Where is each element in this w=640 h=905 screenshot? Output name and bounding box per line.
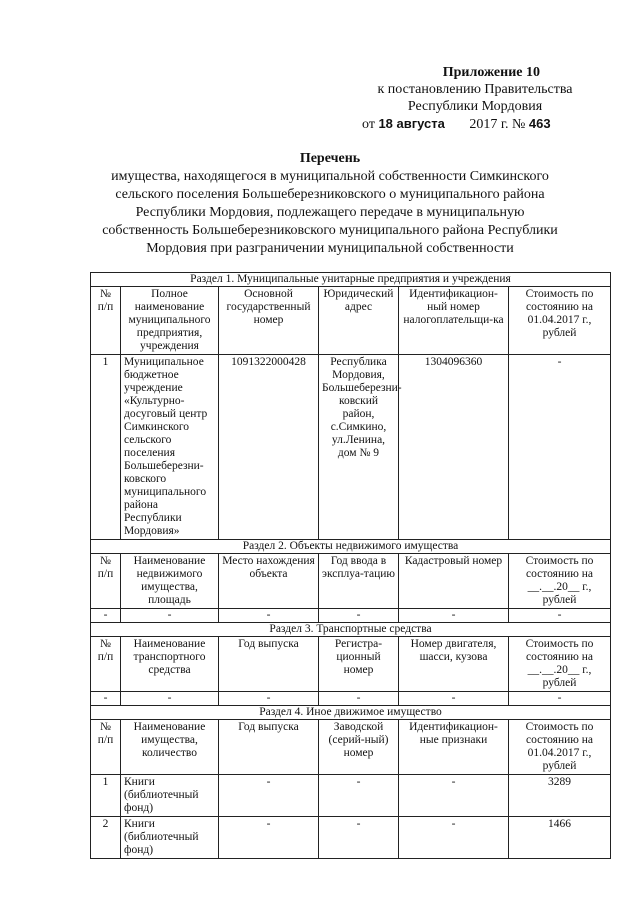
section-title-row [91,623,611,637]
header-cell: № п/п [91,637,121,692]
header-cell: Стоимость по состоянию на __.__.20__ г., рублей [509,637,611,692]
table-cell: - [121,692,219,706]
table-cell: - [399,817,509,859]
table-cell: - [219,692,319,706]
table-cell: 1 [91,775,121,817]
table-header-row [91,554,611,609]
table-cell: 1466 [509,817,611,859]
appendix-label: Приложение 10 [442,65,540,80]
table-cell: Книги (библиотечный фонд) [121,775,219,817]
title-line: Мордовия при разграничении муниципальной собственности [146,241,514,256]
table-header-row [91,720,611,775]
table-cell: - [319,609,399,623]
table-cell: Муниципальное бюджетное учреждение «Культурно-досуговый центр Симкинского сельского поселения Большеберезни-ковского муниципального района Республики Мордовия» [121,355,219,540]
header-line-1: к постановлению Правительства [377,82,573,97]
header-cell: Юридический адрес [319,287,399,355]
table-cell: 1 [91,355,121,540]
header-cell: № п/п [91,720,121,775]
section-title: Раздел 4. Иное движимое имущество [91,706,611,720]
header-date-line [340,115,610,133]
header-cell: Год выпуска [219,637,319,692]
header-cell: Регистра-ционный номер [319,637,399,692]
header-line-2: Республики Мордовия [407,99,543,114]
header-cell: № п/п [91,554,121,609]
date-year: 2017 г. № [469,117,526,132]
header-cell: Наименование имущества, количество [121,720,219,775]
table-cell: - [509,692,611,706]
table-cell: - [91,692,121,706]
document-header [340,64,610,133]
table-cell: - [399,775,509,817]
header-cell: Полное наименование муниципального предприятия, учреждения [121,287,219,355]
table-cell: - [399,609,509,623]
title-heading: Перечень [299,151,361,166]
table-cell: 3289 [509,775,611,817]
table-cell: 2 [91,817,121,859]
header-cell: Идентификацион-ный номер налогоплательщи-ка [399,287,509,355]
section-title-row [91,540,611,554]
header-cell: № п/п [91,287,121,355]
property-table [90,272,611,859]
table-cell: - [219,775,319,817]
title-line: собственность Большеберезниковского муниципального района Республики [102,223,558,238]
header-cell: Место нахождения объекта [219,554,319,609]
header-cell: Стоимость по состоянию на 01.04.2017 г., рублей [509,287,611,355]
table-cell: - [509,609,611,623]
table-cell: - [319,692,399,706]
table-cell: - [219,817,319,859]
header-cell: Идентификацион-ные признаки [399,720,509,775]
table-header-row [91,287,611,355]
table-row [91,609,611,623]
date-day-month: 18 августа [378,116,445,131]
table-cell: - [319,817,399,859]
table-cell: 1091322000428 [219,355,319,540]
header-cell: Стоимость по состоянию на 01.04.2017 г., рублей [509,720,611,775]
title-line: сельского поселения Большеберезниковского о муниципального района [115,187,545,202]
table-row [91,775,611,817]
table-row [91,355,611,540]
header-cell: Кадастровый номер [399,554,509,609]
table-cell: - [399,692,509,706]
table-cell: Республика Мордовия, Большеберезни-ковский район, с.Симкино, ул.Ленина, дом № 9 [319,355,399,540]
document-number: 463 [528,116,551,131]
table-cell: - [509,355,611,540]
header-cell: Наименование транспортного средства [121,637,219,692]
header-cell: Стоимость по состоянию на __.__.20__ г., рублей [509,554,611,609]
header-cell: Год выпуска [219,720,319,775]
section-title: Раздел 1. Муниципальные унитарные предприятия и учреждения [91,273,611,287]
title-line: имущества, находящегося в муниципальной собственности Симкинского [111,169,549,184]
header-cell: Номер двигателя, шасси, кузова [399,637,509,692]
section-title-row [91,273,611,287]
section-title-row [91,706,611,720]
section-title: Раздел 3. Транспортные средства [91,623,611,637]
title-line: Республики Мордовия, подлежащего передаче в муниципальную [135,205,525,220]
table-row [91,692,611,706]
table-cell: Книги (библиотечный фонд) [121,817,219,859]
header-cell: Заводской (серий-ный) номер [319,720,399,775]
date-prefix: от [362,117,375,132]
table-cell: 1304096360 [399,355,509,540]
table-cell: - [319,775,399,817]
table-cell: - [91,609,121,623]
table-cell: - [121,609,219,623]
header-cell: Основной государственный номер [219,287,319,355]
document-title [80,150,580,258]
table-cell: - [219,609,319,623]
header-cell: Наименование недвижимого имущества, площадь [121,554,219,609]
table-row [91,817,611,859]
section-title: Раздел 2. Объекты недвижимого имущества [91,540,611,554]
header-cell: Год ввода в эксплуа-тацию [319,554,399,609]
table-header-row [91,637,611,692]
